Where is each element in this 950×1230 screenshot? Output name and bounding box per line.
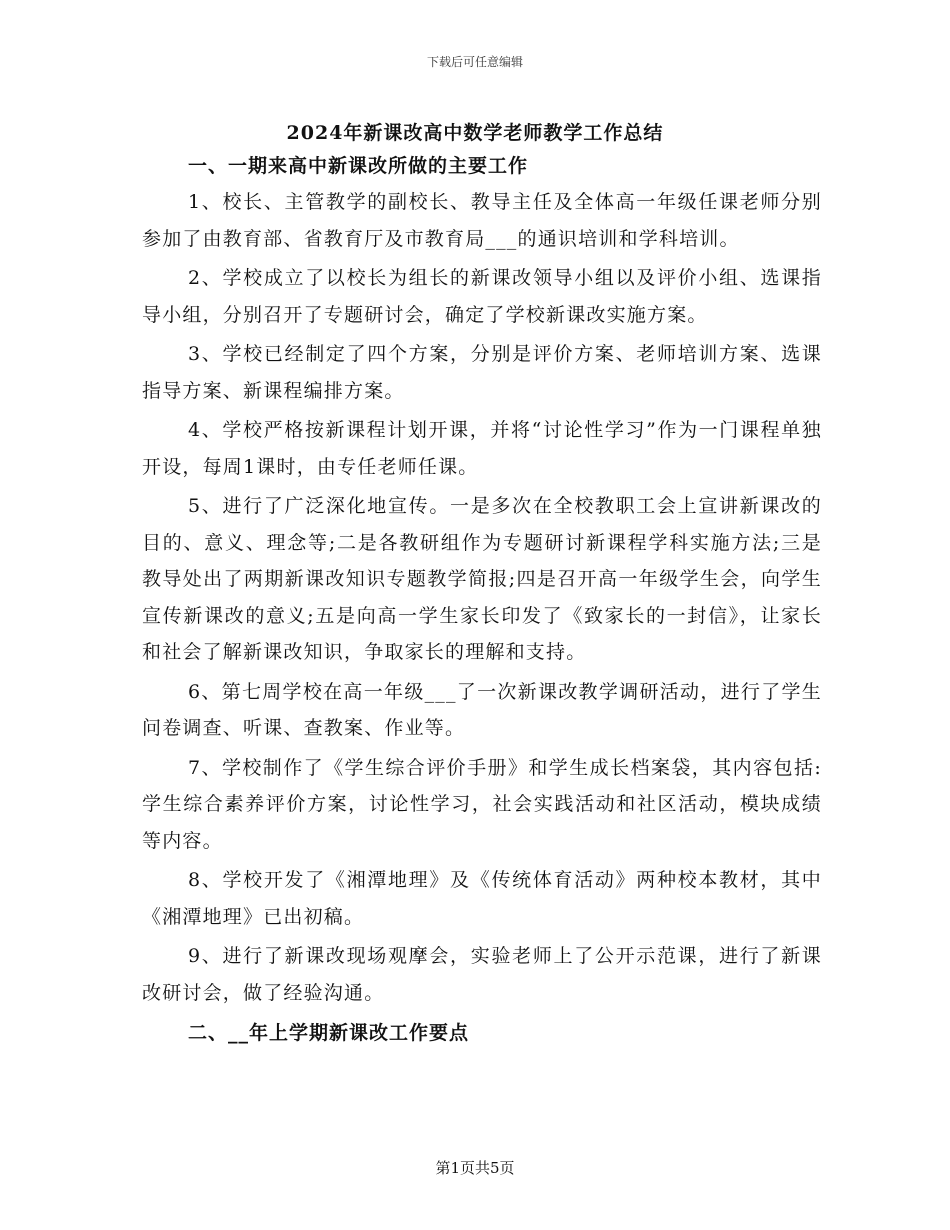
paragraph: 7、学校制作了《学生综合评价手册》和学生成长档案袋，其内容包括:学生综合素养评价方案，讨论性学习，社会实践活动和社区活动，模块成绩等内容。 xyxy=(142,756,822,852)
page-number: 第1页共5页 xyxy=(435,1159,515,1177)
paragraph: 4、学校严格按新课程计划开课，并将“讨论性学习”作为一门课程单独开设，每周1课时，由专任老师任课。 xyxy=(142,419,822,478)
section-heading-1: 一、一期来高中新课改所做的主要工作 xyxy=(188,155,529,177)
document-title: 2024年新课改高中数学老师教学工作总结 xyxy=(286,122,664,144)
document-body xyxy=(142,148,822,1051)
paragraph: 5、进行了广泛深化地宣传。一是多次在全校教职工会上宣讲新课改的目的、意义、理念等;二是各教研组作为专题研讨新课程学科实施方法;三是教导处出了两期新课改知识专题教学简报;四是召开高一年级学生会，向学生宣传新课改的意义;五是向高一学生家长印发了《致家长的一封信》，让家长和社会了解新课改知识，争取家长的理解和支持。 xyxy=(142,495,822,663)
paragraph: 9、进行了新课改现场观摩会，实验老师上了公开示范课，进行了新课改研讨会，做了经验沟通。 xyxy=(142,945,822,1004)
paragraph: 2、学校成立了以校长为组长的新课改领导小组以及评价小组、选课指导小组，分别召开了专题研讨会，确定了学校新课改实施方案。 xyxy=(142,267,822,326)
header-note: 下载后可任意编辑 xyxy=(426,55,523,69)
paragraph: 6、第七周学校在高一年级___了一次新课改教学调研活动，进行了学生问卷调查、听课、查教案、作业等。 xyxy=(142,680,822,739)
paragraph: 3、学校已经制定了四个方案，分别是评价方案、老师培训方案、选课指导方案、新课程编排方案。 xyxy=(142,343,822,402)
paragraph: 8、学校开发了《湘潭地理》及《传统体育活动》两种校本教材，其中《湘潭地理》已出初稿。 xyxy=(142,869,822,928)
section-heading-2: 二、__年上学期新课改工作要点 xyxy=(188,1022,470,1044)
paragraph: 1、校长、主管教学的副校长、教导主任及全体高一年级任课老师分别参加了由教育部、省教育厅及市教育局___的通识培训和学科培训。 xyxy=(142,191,822,250)
